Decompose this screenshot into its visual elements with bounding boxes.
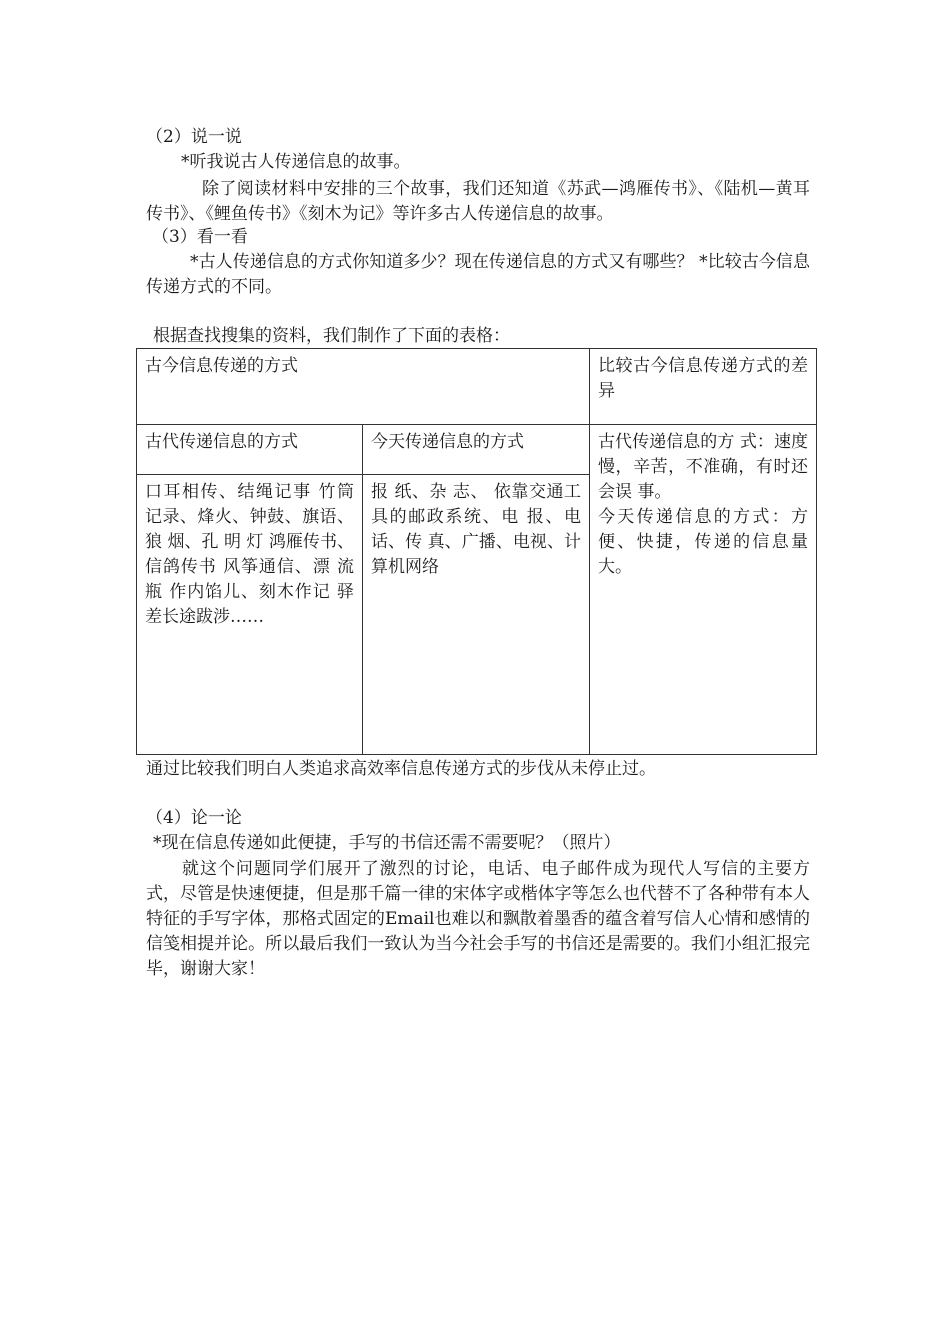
- section-4-heading: （4）论一论: [146, 808, 242, 828]
- table-header-methods: 古今信息传递的方式: [137, 349, 590, 425]
- table-col-modern: 今天传递信息的方式: [363, 425, 590, 475]
- section-3-heading: （3）看一看: [152, 227, 248, 247]
- table-intro: 根据查找搜集的资料，我们制作了下面的表格：: [153, 326, 510, 346]
- section-4-body: 就这个问题同学们展开了激烈的讨论，电话、电子邮件成为现代人写信的主要方式，尽管是快速便捷，但是那千篇一律的宋体字或楷体字等怎么也代替不了各种带有本人特征的手写字体，那格式固定的Email也难以和飘散着墨香的蕴含着写信人心情和感情的信笺相提并论。所以最后我们一致认为当今社会手写的书信还是需要的。我们小组汇报完毕，谢谢大家！: [146, 859, 810, 979]
- diff-modern-text: 今天传递信息的方式：方便、快捷，传递的信息量大。: [598, 507, 808, 577]
- conclusion-text: 通过比较我们明白人类追求高效率信息传递方式的步伐从未停止过。: [146, 759, 656, 779]
- table-modern-content: 报 纸、杂 志、 依靠交通工具的邮政系统、电 报、电 话、传 真、广播、电视、计算机网络: [363, 475, 590, 755]
- diff-ancient-text: 古代传递信息的方 式：速度慢，辛苦，不准确，有时还会误 事。: [598, 432, 808, 502]
- table-col-ancient: 古代传递信息的方式: [137, 425, 363, 475]
- comparison-table: [136, 348, 817, 755]
- section-3-prompt: *古人传递信息的方式你知道多少？现在传递信息的方式又有哪些？ *比较古今信息传递方式的不同。: [146, 252, 810, 297]
- table-differences-cell: [590, 425, 817, 755]
- section-4-prompt: *现在信息传递如此便捷，手写的书信还需不需要呢？（照片）: [153, 833, 621, 853]
- section-2-body: 除了阅读材料中安排的三个故事，我们还知道《苏武—鸿雁传书》、《陆机—黄耳传书》、《鲤鱼传书》《刻木为记》等许多古人传递信息的故事。: [146, 179, 810, 224]
- section-2-prompt: *听我说古人传递信息的故事。: [181, 152, 411, 172]
- table-ancient-content: 口耳相传、结绳记事 竹筒记录、烽火、钟鼓、旗语、狼 烟、孔 明 灯 鸿雁传书、信鸽传书 风筝通信、漂 流 瓶 作内馅儿、刻木作记 驿差长途跋涉……: [137, 475, 363, 755]
- table-header-differences: 比较古今信息传递方式的差异: [590, 349, 817, 425]
- section-2-heading: （2）说一说: [146, 127, 242, 147]
